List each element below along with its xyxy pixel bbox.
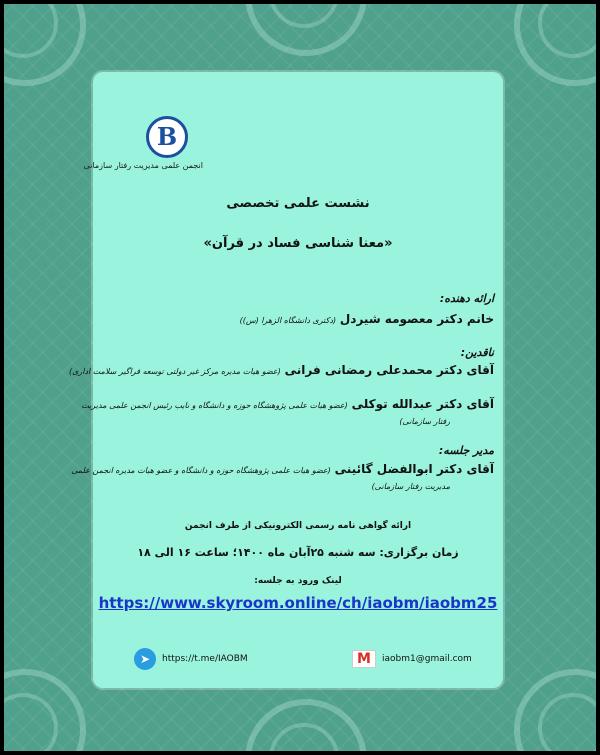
moderator-heading: مدیر جلسه: — [438, 444, 494, 457]
presenter-heading: ارائه دهنده: — [439, 292, 494, 305]
critic-2-affiliation: (عضو هیات علمی پژوهشگاه حوزه و دانشگاه و نایب رئیس انجمن علمی مدیریت — [81, 401, 348, 410]
critic-1-name: آقای دکتر محمدعلی رمضانی فرانی — [284, 363, 494, 377]
critic-2-name: آقای دکتر عبدالله توکلی — [351, 397, 494, 411]
event-type: نشست علمی تخصصی — [226, 196, 370, 211]
certificate-note: ارائه گواهی نامه رسمی الکترونیکی از طرف انجمن — [184, 521, 412, 531]
moderator-line — [71, 462, 494, 476]
link-label: لینک ورود به جلسه: — [254, 576, 342, 586]
session-link[interactable]: https://www.skyroom.online/ch/iaobm/iaobm25 — [98, 594, 498, 612]
moderator-affiliation: (عضو هیات علمی پژوهشگاه حوزه و دانشگاه و عضو هیات مدیره انجمن علمی — [71, 466, 331, 475]
critic-2-affiliation-cont: رفتار سازمانی) — [399, 417, 450, 426]
ornament-bottom-left — [4, 669, 86, 751]
schedule: زمان برگزاری: سه شنبه ۲۵آبان ماه ۱۴۰۰؛ ساعت ۱۶ الی ۱۸ — [137, 546, 459, 559]
presenter-affiliation: (دکتری دانشگاه الزهرا (س)) — [239, 316, 337, 325]
presenter-line — [240, 312, 494, 326]
session-link-line — [93, 593, 503, 612]
logo-b-icon: B — [146, 116, 188, 158]
moderator-affiliation-cont: مدیریت رفتار سازمانی) — [371, 482, 450, 491]
gmail-icon: M — [352, 650, 376, 668]
ornament-top-right — [514, 4, 596, 86]
moderator-name: آقای دکتر ابوالفضل گائینی — [334, 462, 494, 476]
ornament-top-center — [245, 4, 367, 56]
email-address[interactable]: iaobm1@gmail.com — [382, 654, 472, 664]
telegram-contact[interactable] — [134, 648, 248, 670]
ornament-bottom-right — [514, 669, 596, 751]
telegram-icon: ➤ — [134, 648, 156, 670]
ornament-top-left — [4, 4, 86, 86]
presenter-name: خانم دکتر معصومه شیردل — [339, 312, 494, 326]
critics-heading: ناقدین: — [460, 346, 494, 359]
ornament-bottom-center — [245, 699, 367, 751]
critic-1-line — [69, 363, 494, 377]
association-logo — [83, 116, 203, 170]
critic-2-line — [81, 397, 494, 411]
telegram-link[interactable]: https://t.me/IAOBM — [162, 654, 248, 664]
email-contact[interactable] — [352, 650, 472, 668]
critic-1-affiliation: (عضو هیات مدیره مرکز غیر دولتی توسعه فراگیر سلامت اداری) — [68, 367, 281, 376]
logo-caption: انجمن علمی مدیریت رفتار سازمانی — [83, 161, 203, 170]
event-title: «معنا شناسی فساد در قرآن» — [203, 236, 393, 251]
